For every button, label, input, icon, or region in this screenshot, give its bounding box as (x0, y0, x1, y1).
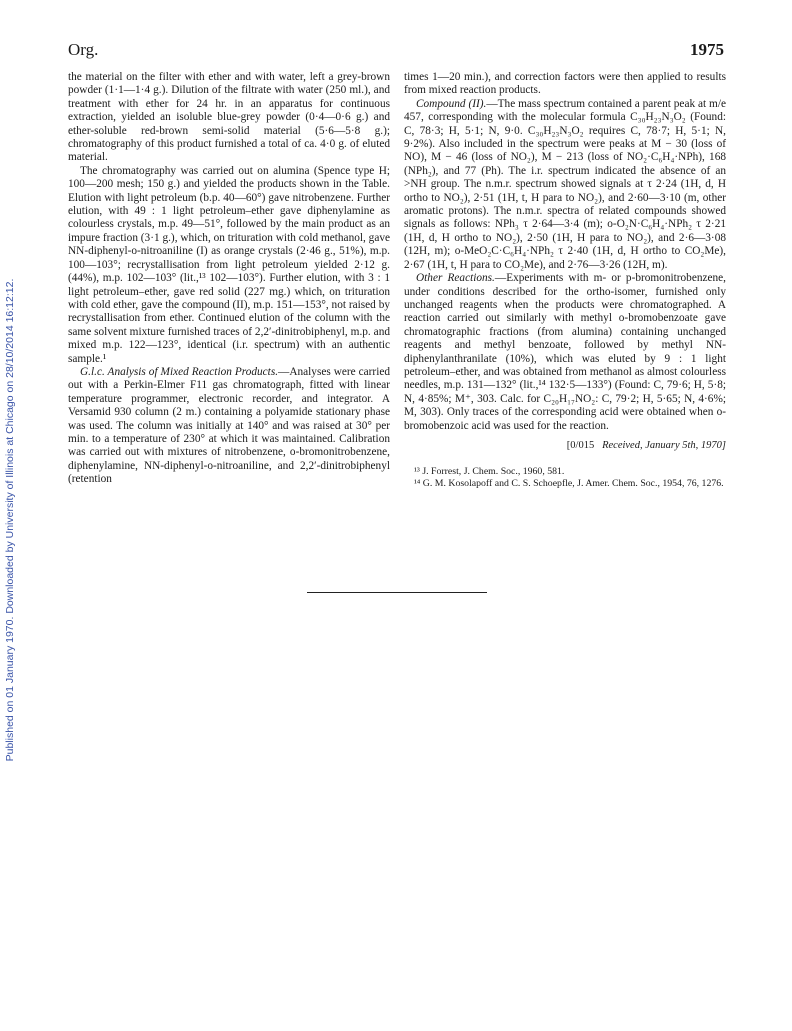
journal-name: Org. (68, 40, 99, 59)
paragraph-other-reactions (404, 272, 726, 433)
received-line (404, 439, 726, 452)
received-code: [0/015 (566, 439, 595, 451)
section-heading-compound-ii: Compound (II). (416, 97, 487, 110)
provenance-text[interactable]: Published on 01 January 1970. Downloaded by University of Illinois at Chicago on 28/10/2014 16:12:12. (4, 278, 16, 762)
paragraph-retention-times: times 1—20 min.), and correction factors were then applied to results from mixed reaction products. (404, 71, 726, 97)
paragraph-compound-ii (404, 98, 726, 272)
section-heading-glc: G.l.c. Analysis of Mixed Reaction Products. (80, 365, 279, 378)
reference-13: ¹³ J. Forrest, J. Chem. Soc., 1960, 581. (414, 466, 565, 478)
received-date: Received, January 5th, 1970] (602, 439, 726, 451)
paragraph-filtrate: the material on the filter with ether and with water, left a grey-brown powder (1·1—1·4 g.). Dilution of the filtrate with water (250 ml.), and treatment with ether for 24 hr. in an apparatus for continuous extraction, yielded an isoluble blue-grey powder (0·4—0·6 g.) and ether-soluble red-brown semi-solid material (5·6—5·8 g.); chromatography of this product furnished a total of ca. 4·0 g. of eluted material. (68, 71, 390, 164)
reference-14: ¹⁴ G. M. Kosolapoff and C. S. Schoepfle, J. Amer. Chem. Soc., 1954, 76, 1276. (414, 478, 724, 490)
references (404, 466, 726, 490)
left-column (68, 71, 390, 487)
download-provenance-note (2, 140, 18, 900)
end-rule (307, 592, 487, 593)
other-reactions-body: —Experiments with m- or p-bromonitrobenzene, under conditions described for the ortho-isomer, furnished only unchanged reagents when the products were chromatographed. A reaction carried out similarly with methyl o-bromobenzoate gave chromatographic fractions (from alumina) containing unchanged reagents and methyl benzoate, followed by methyl NN-diphenylanthranilate (10%), which was eluted by 9 : 1 light petroleum–ether, and was obtained from methanol as almost colourless needles, m.p. 131—132° (lit.,¹⁴ 132·5—133°) (Found: C, 79·6; H, 5·8; N, 4·85%; M⁺, 303. Calc. for C₂₀H₁₇NO₂: C, 79·2; H, 5·65; N, 4·6%; M, 303). Only traces of the corresponding acid were obtained when o-bromobenzoic acid was used for the reaction. (404, 272, 726, 432)
compound-ii-body: —The mass spectrum contained a parent peak at m/e 457, corresponding with the molecular formula C₃₀H₂₃N₃O₂ (Found: C, 78·3; H, 5·1; N, 9·0. C₃₀H₂₃N₃O₂ requires C, 78·7; H, 5·1; N, 9·2%). Also included in the spectrum were peaks at M − 30 (loss of NO), M − 46 (loss of NO₂), M − 213 (loss of NO₂·C₆H₄·NPh), 168 (NPh₂), and 77 (Ph). The i.r. spectrum indicated the absence of an >NH group. The n.m.r. spectrum showed signals at τ 2·24 (1H, d, H ortho to NO₂), 2·51 (1H, t, H para to NO₂), and 2·60—3·10 (m, other aromatic protons). The n.m.r. spectra of related compounds showed signals as follows: NPh₃ τ 2·64—3·4 (m); o-O₂N·C₆H₄·NPh₂ τ 2·21 (1H, d, H ortho to NO₂), 2·50 (1H, H para to NO₂), and 2·6—3·08 (12H, m); o-MeO₂C·C₆H₄·NPh₂ τ 2·40 (1H, d, H ortho to CO₂Me), 2·67 (1H, t, H para to CO₂Me), and 2·76—3·26 (12H, m). (404, 97, 726, 271)
running-head (68, 40, 724, 62)
paragraph-chromatography: The chromatography was carried out on alumina (Spence type H; 100—200 mesh; 150 g.) and yielded the products shown in the Table. Elution with light petroleum (b.p. 40—60°) gave nitrobenzene. Further elution, with 49 : 1 light petroleum–ether gave diphenylamine as colourless crystals, m.p. 49—51°, followed by the main product as an impure fraction (3·1 g.), which, on trituration with cold methanol, gave NN-diphenyl-o-nitroaniline (I) as orange crystals (2·46 g., 51%), m.p. 100—103°; recrystallisation from light petroleum yielded 2·12 g. (44%), m.p. 102—103° (lit.,¹³ 102—103°). Further elution, with 3 : 1 light petroleum–ether, gave red solid (227 mg.) which, on trituration with cold ether, gave the compound (II), m.p. 151—153°, not raised by recrystallisation from ether. Continued elution of the column with the same solvent mixture furnished traces of 2,2′-dinitrobiphenyl, m.p. and mixed m.p. 122—123°, identical (i.r. spectrum) with an authentic sample.¹ (68, 164, 390, 365)
section-heading-other-reactions: Other Reactions. (416, 272, 495, 285)
glc-body: —Analyses were carried out with a Perkin-Elmer F11 gas chromatograph, fitted with linear temperature programmer, electronic recorder, and integrator. A Versamid 930 column (2 m.) containing a polyamide stationary phase was used. The column was initially at 140° and was raised at 30° per min. to a temperature of 230° at which it was maintained. Calibration was carried out with mixtures of nitrobenzene, o-bromonitrobenzene, diphenylamine, NN-diphenyl-o-nitroaniline, and 2,2′-dinitrobiphenyl (retention (68, 365, 390, 486)
paragraph-glc-analysis (68, 366, 390, 487)
page-number: 1975 (690, 40, 724, 59)
right-column (404, 71, 726, 490)
